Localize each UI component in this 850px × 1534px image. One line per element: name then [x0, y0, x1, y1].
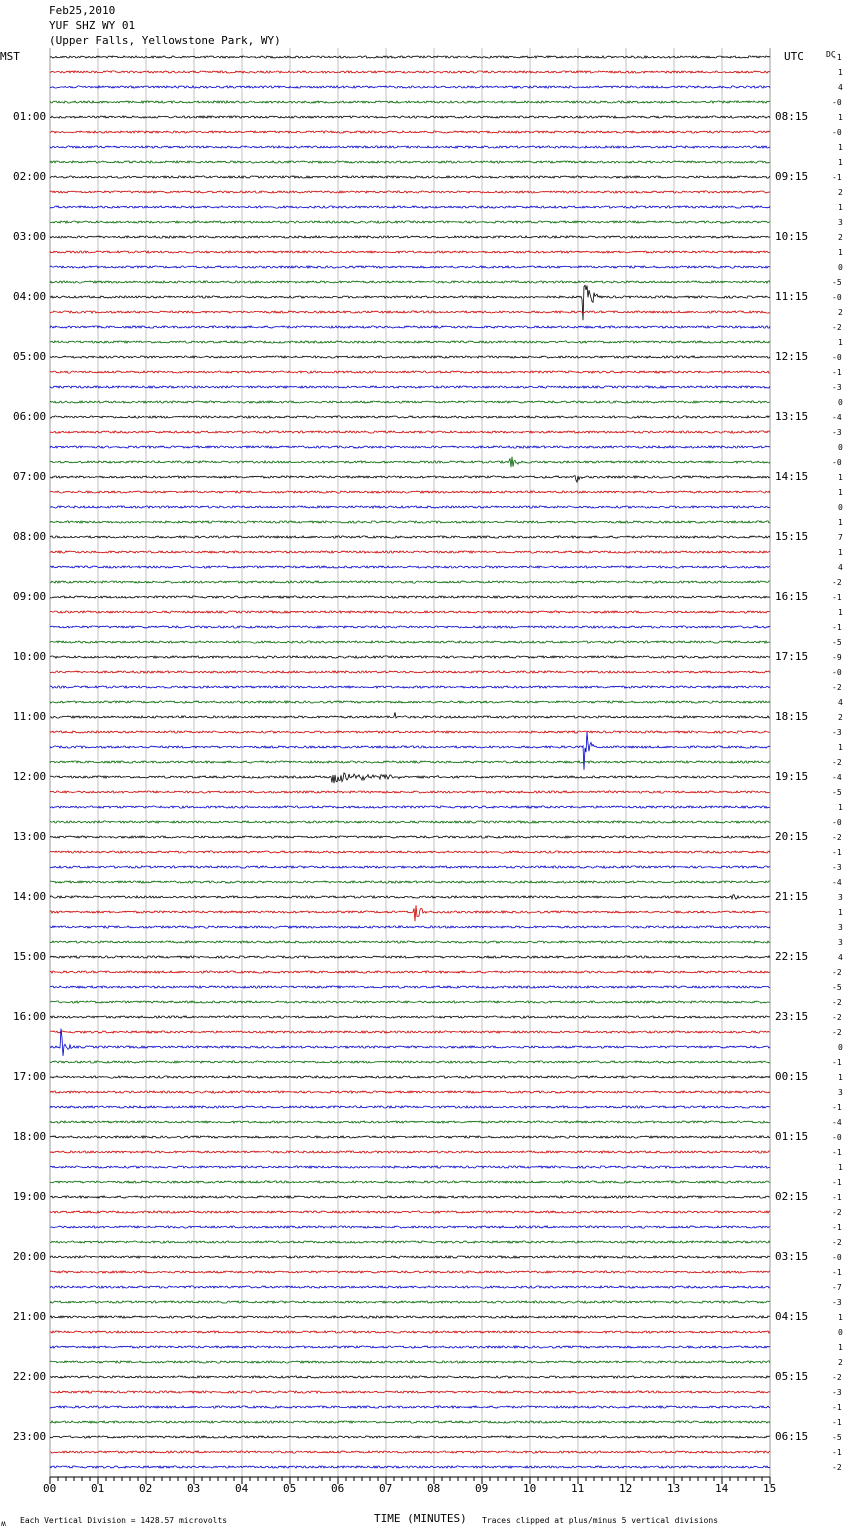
x-tick-label: 00	[43, 1482, 57, 1495]
trace-line	[50, 71, 770, 73]
dc-offset-label: 0	[838, 443, 843, 452]
dc-offset-label: 1	[838, 158, 843, 167]
right-hour-label: 20:15	[775, 830, 809, 843]
right-hour-label: 10:15	[775, 230, 809, 243]
trace-line	[50, 806, 770, 808]
left-hour-label: 12:00	[13, 770, 47, 783]
dc-offset-label: -1	[832, 1403, 842, 1412]
dc-offset-label: 1	[838, 608, 843, 617]
dc-offset-label: -3	[832, 1298, 842, 1307]
plot-date: Feb25,2010	[49, 4, 116, 17]
trace-line	[50, 1136, 770, 1138]
trace-line	[50, 311, 770, 313]
left-hour-label: 07:00	[13, 470, 47, 483]
dc-offset-label: -3	[832, 728, 842, 737]
right-hour-label: UTC	[784, 50, 804, 63]
trace-line	[50, 566, 770, 568]
trace-line	[50, 206, 770, 208]
x-tick-label: 08	[427, 1482, 441, 1495]
x-tick-label: 02	[139, 1482, 153, 1495]
dc-offset-label: 4	[838, 563, 843, 572]
left-hour-label: 13:00	[13, 830, 47, 843]
dc-offset-label: 1	[838, 908, 843, 917]
trace-line	[50, 1031, 770, 1033]
dc-offset-label: 1	[838, 113, 843, 122]
trace-line	[50, 551, 770, 553]
trace-line	[50, 791, 770, 793]
trace-line	[50, 1451, 770, 1453]
trace-line	[50, 371, 770, 373]
trace-line	[50, 236, 770, 238]
dc-offset-label: -5	[832, 278, 842, 287]
dc-offset-label: 1	[838, 1343, 843, 1352]
trace-line	[50, 641, 770, 643]
dc-offset-label: -2	[832, 758, 842, 767]
x-tick-label: 03	[187, 1482, 201, 1495]
right-hour-label: 18:15	[775, 710, 809, 723]
left-hour-label: 01:00	[13, 110, 47, 123]
dc-offset-label: 1	[838, 743, 843, 752]
trace-line	[50, 626, 770, 628]
trace-line	[50, 1121, 770, 1123]
right-hour-label: 12:15	[775, 350, 809, 363]
right-hour-label: 11:15	[775, 290, 809, 303]
dc-offset-label: 0	[838, 398, 843, 407]
dc-offset-label: -1	[832, 368, 842, 377]
trace-line	[50, 656, 770, 658]
right-hour-label: 09:15	[775, 170, 809, 183]
x-tick-label: 05	[283, 1482, 297, 1495]
trace-line	[50, 221, 770, 223]
dc-offset-label: -1	[832, 848, 842, 857]
dc-offset-label: -0	[832, 128, 842, 137]
trace-line	[50, 732, 770, 770]
dc-offset-label: -2	[832, 683, 842, 692]
right-hour-label: 22:15	[775, 950, 809, 963]
dc-offset-label: 1	[838, 248, 843, 257]
trace-line	[50, 491, 770, 493]
trace-line	[50, 446, 770, 448]
dc-offset-label: -0	[832, 353, 842, 362]
dc-offset-label: 4	[838, 83, 843, 92]
dc-offset-label: -9	[832, 653, 842, 662]
trace-line	[50, 1391, 770, 1393]
right-hour-label: 01:15	[775, 1130, 809, 1143]
trace-line	[50, 56, 770, 58]
dc-offset-label: -7	[832, 1283, 842, 1292]
right-hour-label: 15:15	[775, 530, 809, 543]
left-timezone-label: MST	[0, 50, 20, 63]
trace-line	[50, 905, 770, 921]
dc-offset-label: 1	[838, 143, 843, 152]
dc-offset-label: -1	[832, 1193, 842, 1202]
trace-line	[50, 341, 770, 343]
dc-offset-label: -2	[832, 578, 842, 587]
trace-line	[50, 1256, 770, 1258]
left-hour-label: 21:00	[13, 1310, 47, 1323]
left-hour-label: 20:00	[13, 1250, 47, 1263]
time-axis	[50, 1477, 770, 1484]
clip-note: Traces clipped at plus/minus 5 vertical divisions	[482, 1516, 719, 1525]
trace-line	[50, 1316, 770, 1318]
trace-line	[50, 86, 770, 88]
dc-offset-label: -2	[832, 1238, 842, 1247]
trace-line	[50, 431, 770, 433]
trace-line	[50, 1241, 770, 1243]
trace-line	[50, 1061, 770, 1063]
x-tick-label: 01	[91, 1482, 105, 1495]
trace-line	[50, 281, 770, 283]
dc-offset-label: -1	[832, 173, 842, 182]
trace-line	[50, 1361, 770, 1363]
right-hour-label: 05:15	[775, 1370, 809, 1383]
dc-offset-label: -0	[832, 1253, 842, 1262]
trace-line	[50, 1196, 770, 1198]
dc-offset-label: -4	[832, 878, 842, 887]
dc-offset-label: 0	[838, 263, 843, 272]
x-tick-label: 09	[475, 1482, 489, 1495]
station-location: (Upper Falls, Yellowstone Park, WY)	[49, 34, 281, 47]
trace-line	[50, 731, 770, 733]
dc-offset-label: 1	[838, 488, 843, 497]
trace-line	[50, 1151, 770, 1153]
right-hour-label: 23:15	[775, 1010, 809, 1023]
trace-line	[50, 821, 770, 823]
right-hour-label: 17:15	[775, 650, 809, 663]
right-hour-label: 19:15	[775, 770, 809, 783]
trace-line	[50, 1376, 770, 1378]
dc-offset-label: 1	[838, 473, 843, 482]
left-hour-label: 03:00	[13, 230, 47, 243]
left-hour-label: 11:00	[13, 710, 47, 723]
left-hour-label: 14:00	[13, 890, 47, 903]
trace-line	[50, 881, 770, 883]
right-hour-label: 02:15	[775, 1190, 809, 1203]
trace-line	[50, 1166, 770, 1168]
seismogram-traces	[50, 56, 770, 1468]
station-id: YUF SHZ WY 01	[49, 19, 136, 32]
corner-mark: ʍ	[1, 1519, 6, 1528]
dc-offset-label: -2	[832, 323, 842, 332]
dc-offset-label: -1	[832, 1058, 842, 1067]
dc-offset-label: -4	[832, 413, 842, 422]
dc-offset-label: -1	[832, 1178, 842, 1187]
dc-offset-label: -2	[832, 998, 842, 1007]
dc-offset-label: -2	[832, 1463, 842, 1472]
dc-offset-label: 3	[838, 893, 843, 902]
trace-line	[50, 1331, 770, 1333]
trace-line	[50, 1286, 770, 1288]
trace-line	[50, 1106, 770, 1108]
trace-line	[50, 761, 770, 763]
x-axis-label: TIME (MINUTES)	[374, 1512, 467, 1525]
dc-offset-label: -0	[832, 98, 842, 107]
dc-offset-label: -4	[832, 773, 842, 782]
right-hour-label: 21:15	[775, 890, 809, 903]
dc-offset-label: -1	[832, 623, 842, 632]
trace-line	[50, 986, 770, 988]
right-hour-label: 04:15	[775, 1310, 809, 1323]
trace-line	[50, 1406, 770, 1408]
dc-offset-label: -2	[832, 1373, 842, 1382]
dc-offset-label: 1	[838, 803, 843, 812]
left-hour-label: 17:00	[13, 1070, 47, 1083]
trace-line	[50, 971, 770, 973]
left-hour-label: 02:00	[13, 170, 47, 183]
trace-line	[50, 1001, 770, 1003]
dc-offset-label: 1	[838, 203, 843, 212]
dc-offset-label: 2	[838, 1358, 843, 1367]
right-hour-label: 14:15	[775, 470, 809, 483]
dc-offset-header: DC	[826, 50, 836, 59]
trace-line	[50, 596, 770, 598]
trace-line	[50, 1436, 770, 1438]
x-tick-label: 06	[331, 1482, 345, 1495]
trace-line	[50, 701, 770, 703]
trace-line	[50, 712, 770, 718]
dc-offset-label: 0	[838, 1043, 843, 1052]
trace-line	[50, 773, 770, 783]
dc-offset-label: 4	[838, 953, 843, 962]
dc-offset-label: -1	[832, 1418, 842, 1427]
dc-offset-label: 1	[838, 338, 843, 347]
trace-line	[50, 146, 770, 148]
dc-offset-label: 0	[838, 1328, 843, 1337]
dc-offset-label: 3	[838, 218, 843, 227]
dc-offset-label: -2	[832, 1013, 842, 1022]
right-hour-label: 08:15	[775, 110, 809, 123]
trace-line	[50, 1016, 770, 1018]
left-hour-label: 18:00	[13, 1130, 47, 1143]
dc-offset-label: -4	[832, 1118, 842, 1127]
x-tick-label: 12	[619, 1482, 633, 1495]
left-hour-label: 22:00	[13, 1370, 47, 1383]
trace-line	[50, 116, 770, 118]
dc-offset-label: 1	[838, 68, 843, 77]
trace-line	[50, 581, 770, 583]
left-hour-label: 19:00	[13, 1190, 47, 1203]
trace-line	[50, 401, 770, 403]
right-hour-label: 06:15	[775, 1430, 809, 1443]
trace-line	[50, 476, 770, 482]
dc-offset-label: -0	[832, 818, 842, 827]
trace-line	[50, 101, 770, 103]
trace-line	[50, 895, 770, 899]
trace-line	[50, 956, 770, 958]
trace-line	[50, 686, 770, 688]
trace-line	[50, 251, 770, 253]
dc-offset-label: -1	[832, 1223, 842, 1232]
trace-line	[50, 1301, 770, 1303]
dc-offset-label: 0	[838, 503, 843, 512]
right-hour-label: 13:15	[775, 410, 809, 423]
dc-offset-label: -3	[832, 428, 842, 437]
left-hour-label: 23:00	[13, 1430, 47, 1443]
trace-line	[50, 356, 770, 358]
trace-line	[50, 1346, 770, 1348]
right-hour-label: 00:15	[775, 1070, 809, 1083]
dc-offset-label: -1	[832, 1103, 842, 1112]
trace-line	[50, 176, 770, 178]
x-tick-label: 15	[763, 1482, 777, 1495]
trace-line	[50, 1466, 770, 1468]
dc-offset-label: 3	[838, 1088, 843, 1097]
trace-line	[50, 1211, 770, 1213]
dc-offset-label: -1	[832, 1448, 842, 1457]
x-tick-label: 11	[571, 1482, 585, 1495]
dc-offset-label: 4	[838, 698, 843, 707]
trace-line	[50, 536, 770, 538]
trace-line	[50, 1181, 770, 1183]
x-tick-label: 04	[235, 1482, 249, 1495]
dc-offset-label: -1	[832, 593, 842, 602]
left-hour-label: 09:00	[13, 590, 47, 603]
dc-offset-label: 1	[838, 1073, 843, 1082]
left-hour-label: 05:00	[13, 350, 47, 363]
trace-line	[50, 1226, 770, 1228]
dc-offset-label: -0	[832, 668, 842, 677]
trace-line	[50, 926, 770, 928]
dc-offset-label: -0	[832, 293, 842, 302]
trace-line	[50, 191, 770, 193]
trace-line	[50, 457, 770, 468]
trace-line	[50, 866, 770, 868]
trace-line	[50, 1421, 770, 1423]
dc-offset-label: 7	[838, 533, 843, 542]
dc-offset-label: -5	[832, 983, 842, 992]
dc-offset-label: -2	[832, 1208, 842, 1217]
dc-offset-label: -3	[832, 1388, 842, 1397]
trace-line	[50, 386, 770, 388]
dc-offset-label: -2	[832, 1028, 842, 1037]
trace-line	[50, 521, 770, 523]
dc-offset-label: 2	[838, 233, 843, 242]
trace-line	[50, 671, 770, 673]
dc-offset-label: -3	[832, 863, 842, 872]
trace-line	[50, 506, 770, 508]
dc-offset-label: -1	[832, 53, 842, 62]
trace-line	[50, 161, 770, 163]
dc-offset-label: -5	[832, 638, 842, 647]
scale-note: Each Vertical Division = 1428.57 microvolts	[20, 1516, 228, 1525]
left-hour-label: 04:00	[13, 290, 47, 303]
left-hour-label: 08:00	[13, 530, 47, 543]
dc-offset-label: 1	[838, 518, 843, 527]
trace-line	[50, 266, 770, 268]
x-tick-label: 07	[379, 1482, 393, 1495]
trace-line	[50, 941, 770, 943]
x-tick-label: 14	[715, 1482, 729, 1495]
dc-offset-label: 2	[838, 713, 843, 722]
dc-offset-label: -1	[832, 1148, 842, 1157]
dc-offset-label: -2	[832, 968, 842, 977]
dc-offset-label: 1	[838, 548, 843, 557]
left-hour-label: 06:00	[13, 410, 47, 423]
right-hour-label: 16:15	[775, 590, 809, 603]
dc-offset-label: -0	[832, 1133, 842, 1142]
dc-offset-label: -1	[832, 1268, 842, 1277]
trace-line	[50, 1271, 770, 1273]
dc-offset-label: 1	[838, 1163, 843, 1172]
trace-line	[50, 851, 770, 853]
dc-offset-label: -2	[832, 833, 842, 842]
right-hour-label: 03:15	[775, 1250, 809, 1263]
dc-offset-label: 1	[838, 1313, 843, 1322]
dc-offset-label: 3	[838, 923, 843, 932]
trace-line	[50, 836, 770, 838]
dc-offset-label: -0	[832, 458, 842, 467]
trace-line	[50, 611, 770, 613]
trace-line	[50, 285, 770, 320]
x-tick-label: 10	[523, 1482, 537, 1495]
trace-line	[50, 1076, 770, 1078]
dc-offset-label: 3	[838, 938, 843, 947]
left-hour-label: 15:00	[13, 950, 47, 963]
left-hour-label: 10:00	[13, 650, 47, 663]
x-tick-label: 13	[667, 1482, 681, 1495]
dc-offset-label: -5	[832, 1433, 842, 1442]
dc-offset-label: 2	[838, 188, 843, 197]
trace-line	[50, 131, 770, 133]
dc-offset-label: -5	[832, 788, 842, 797]
trace-line	[50, 326, 770, 328]
dc-offset-label: -3	[832, 383, 842, 392]
trace-line	[50, 1091, 770, 1093]
dc-offset-label: 2	[838, 308, 843, 317]
left-hour-label: 16:00	[13, 1010, 47, 1023]
trace-line	[50, 416, 770, 418]
